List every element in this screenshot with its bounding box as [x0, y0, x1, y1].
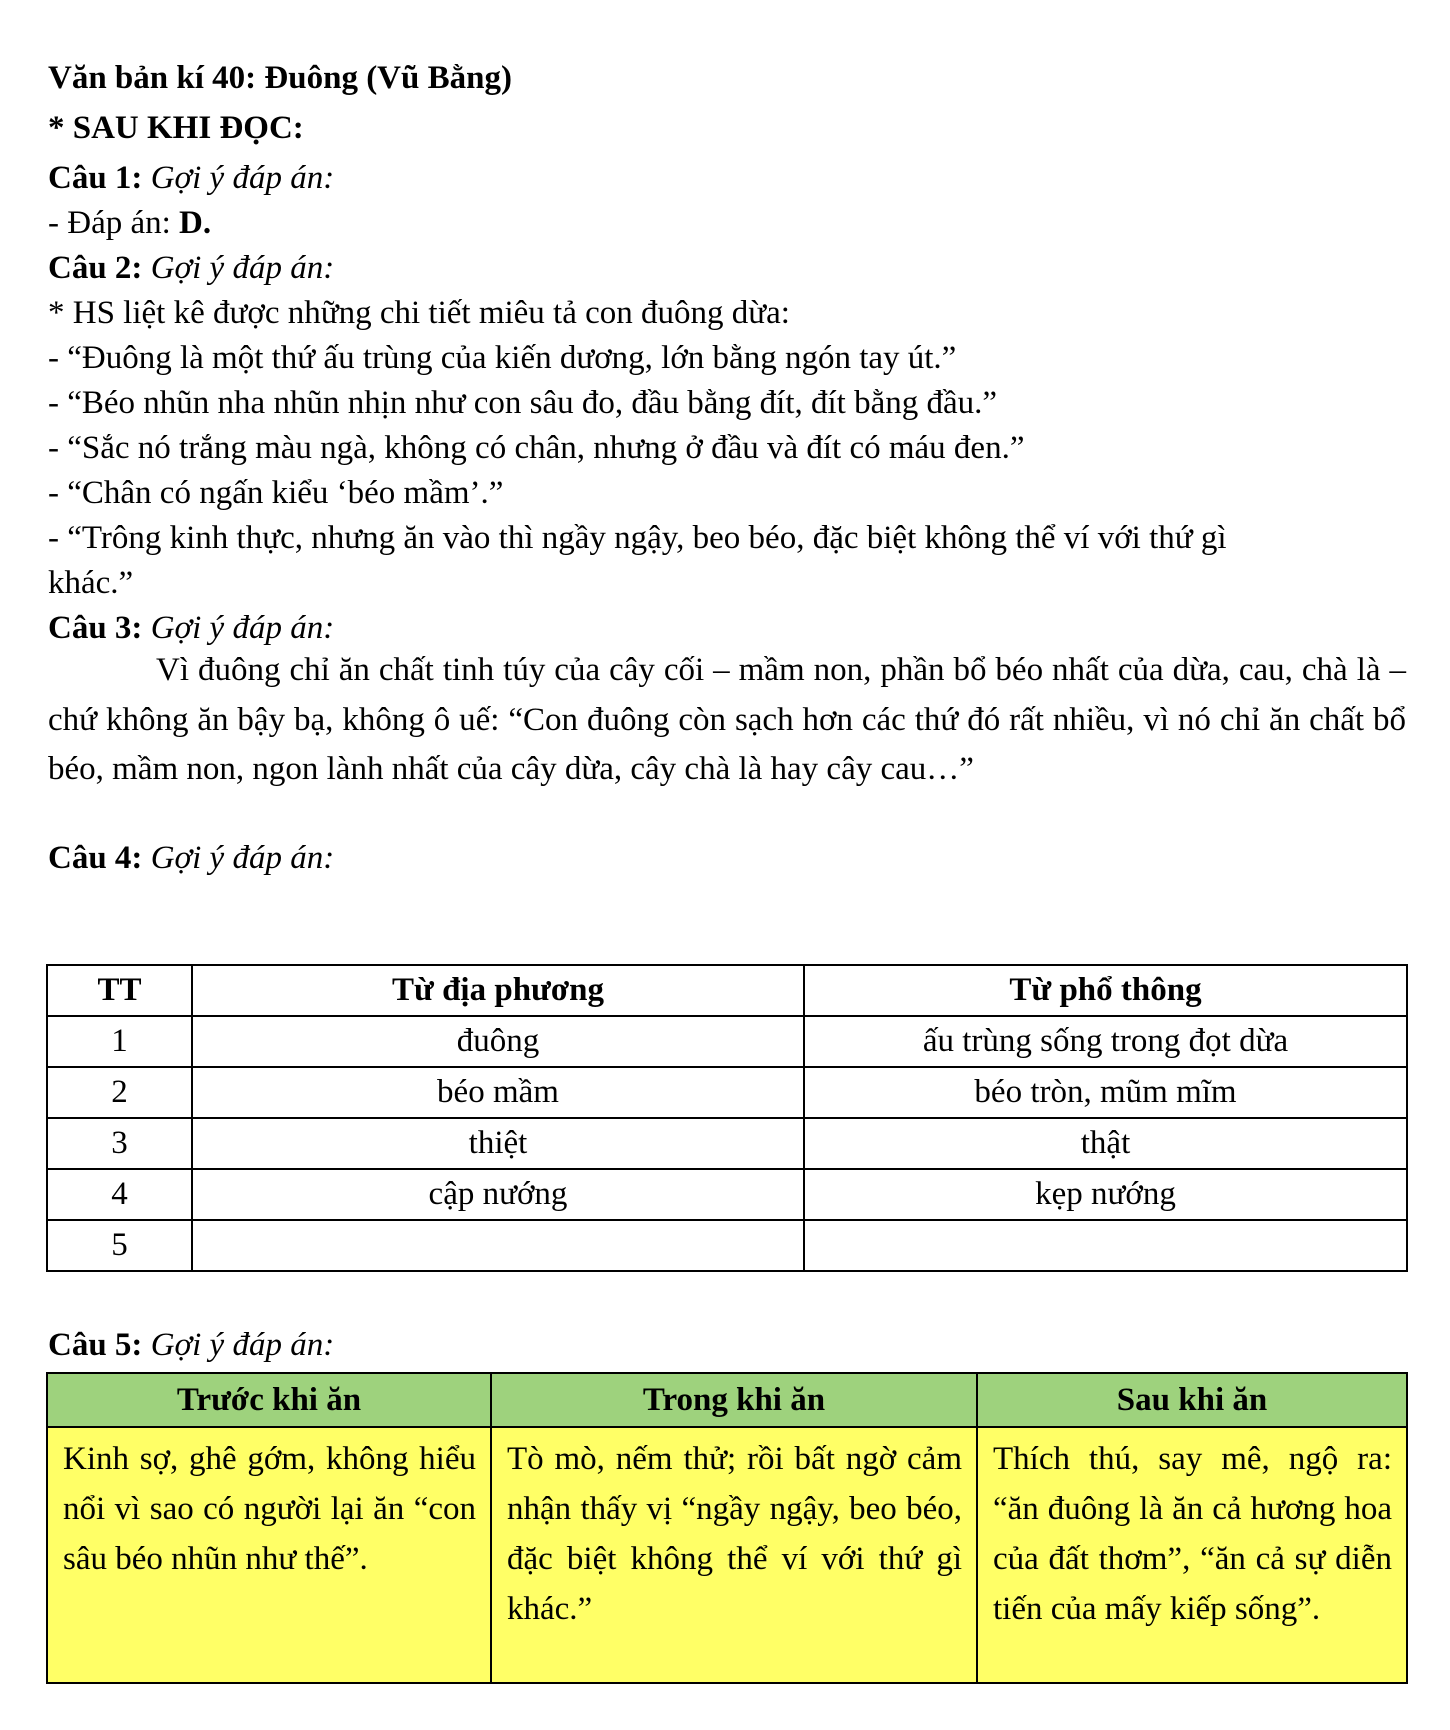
table-cell: ấu trùng sống trong đọt dừa: [804, 1016, 1407, 1067]
question-5-heading: [48, 1325, 334, 1365]
table-cell: 3: [47, 1118, 192, 1169]
list-item: - “Trông kinh thực, nhưng ăn vào thì ngầy ngậy, beo béo, đặc biệt không thể ví với thứ gì: [48, 520, 1227, 556]
list-item: - “Đuông là một thứ ấu trùng của kiến dương, lớn bằng ngón tay út.”: [48, 340, 957, 376]
table-cell: [192, 1220, 804, 1271]
answer-text: Vì đuông chỉ ăn chất tinh túy của cây cối – mầm non, phần bổ béo nhất của dừa, cau, chà là – chứ không ăn bậy bạ, không ô uế: “Con đuông còn sạch hơn các thứ đó rất nhiều, vì nó chỉ ăn chất bổ béo, mầm non, ngon lành nhất của cây dừa, cây chà là hay cây cau…”: [48, 652, 1406, 787]
question-4-heading: [48, 838, 334, 878]
question-1-heading: [48, 158, 334, 198]
column-header: Trong khi ăn: [491, 1373, 977, 1427]
table-cell: kẹp nướng: [804, 1169, 1407, 1220]
question-label: Câu 2:: [48, 250, 143, 286]
table-cell: Tò mò, nếm thử; rồi bất ngờ cảm nhận thấy vị “ngầy ngậy, beo béo, đặc biệt không thể ví với thứ gì khác.”: [491, 1427, 977, 1683]
table-row: [47, 1118, 1407, 1169]
table-cell: Thích thú, say mê, ngộ ra: “ăn đuông là ăn cả hương hoa của đất thơm”, “ăn cả sự diễn tiến của mấy kiếp sống”.: [977, 1427, 1407, 1683]
question-hint: Gợi ý đáp án:: [150, 610, 335, 646]
table-row: [47, 1427, 1407, 1683]
table-row: [47, 1016, 1407, 1067]
list-item: - “Sắc nó trắng màu ngà, không có chân, nhưng ở đầu và đít có máu đen.”: [48, 430, 1025, 466]
dialect-word-table: [46, 964, 1408, 1272]
table-row: [47, 1067, 1407, 1118]
column-header: Từ phổ thông: [804, 965, 1407, 1016]
table-cell: [804, 1220, 1407, 1271]
section-heading: * SAU KHI ĐỌC:: [48, 110, 304, 146]
list-item: - “Chân có ngấn kiểu ‘béo mầm’.”: [48, 475, 504, 511]
table-cell: 2: [47, 1067, 192, 1118]
question-hint: Gợi ý đáp án:: [150, 160, 335, 196]
table-cell: 1: [47, 1016, 192, 1067]
question-label: Câu 5:: [48, 1327, 143, 1363]
question-label: Câu 4:: [48, 840, 143, 876]
table-header-row: [47, 965, 1407, 1016]
table-cell: béo mầm: [192, 1067, 804, 1118]
table-cell: cập nướng: [192, 1169, 804, 1220]
question-hint: Gợi ý đáp án:: [150, 250, 335, 286]
answer-value: D.: [179, 205, 212, 241]
table-cell: đuông: [192, 1016, 804, 1067]
question-2-intro: * HS liệt kê được những chi tiết miêu tả con đuông dừa:: [48, 295, 790, 331]
question-3-answer: [48, 646, 1406, 795]
table-cell: 5: [47, 1220, 192, 1271]
column-header: TT: [47, 965, 192, 1016]
answer-prefix: - Đáp án:: [48, 205, 180, 241]
column-header: Trước khi ăn: [47, 1373, 491, 1427]
question-hint: Gợi ý đáp án:: [150, 840, 335, 876]
table-cell: Kinh sợ, ghê gớm, không hiểu nổi vì sao có người lại ăn “con sâu béo nhũn như thế”.: [47, 1427, 491, 1683]
question-hint: Gợi ý đáp án:: [150, 1327, 335, 1363]
list-item-continuation: khác.”: [48, 565, 134, 601]
table-row: [47, 1169, 1407, 1220]
table-cell: thiệt: [192, 1118, 804, 1169]
table-cell: béo tròn, mũm mĩm: [804, 1067, 1407, 1118]
table-row: [47, 1220, 1407, 1271]
column-header: Sau khi ăn: [977, 1373, 1407, 1427]
question-1-answer: [48, 203, 211, 243]
table-cell: 4: [47, 1169, 192, 1220]
question-3-heading: [48, 608, 334, 648]
question-label: Câu 3:: [48, 610, 143, 646]
document-title: Văn bản kí 40: Đuông (Vũ Bằng): [48, 60, 512, 96]
emotion-table: [46, 1372, 1408, 1684]
question-label: Câu 1:: [48, 160, 143, 196]
list-item: - “Béo nhũn nha nhũn nhịn như con sâu đo, đầu bằng đít, đít bằng đầu.”: [48, 385, 998, 421]
column-header: Từ địa phương: [192, 965, 804, 1016]
question-2-heading: [48, 248, 334, 288]
table-cell: thật: [804, 1118, 1407, 1169]
table-header-row: [47, 1373, 1407, 1427]
